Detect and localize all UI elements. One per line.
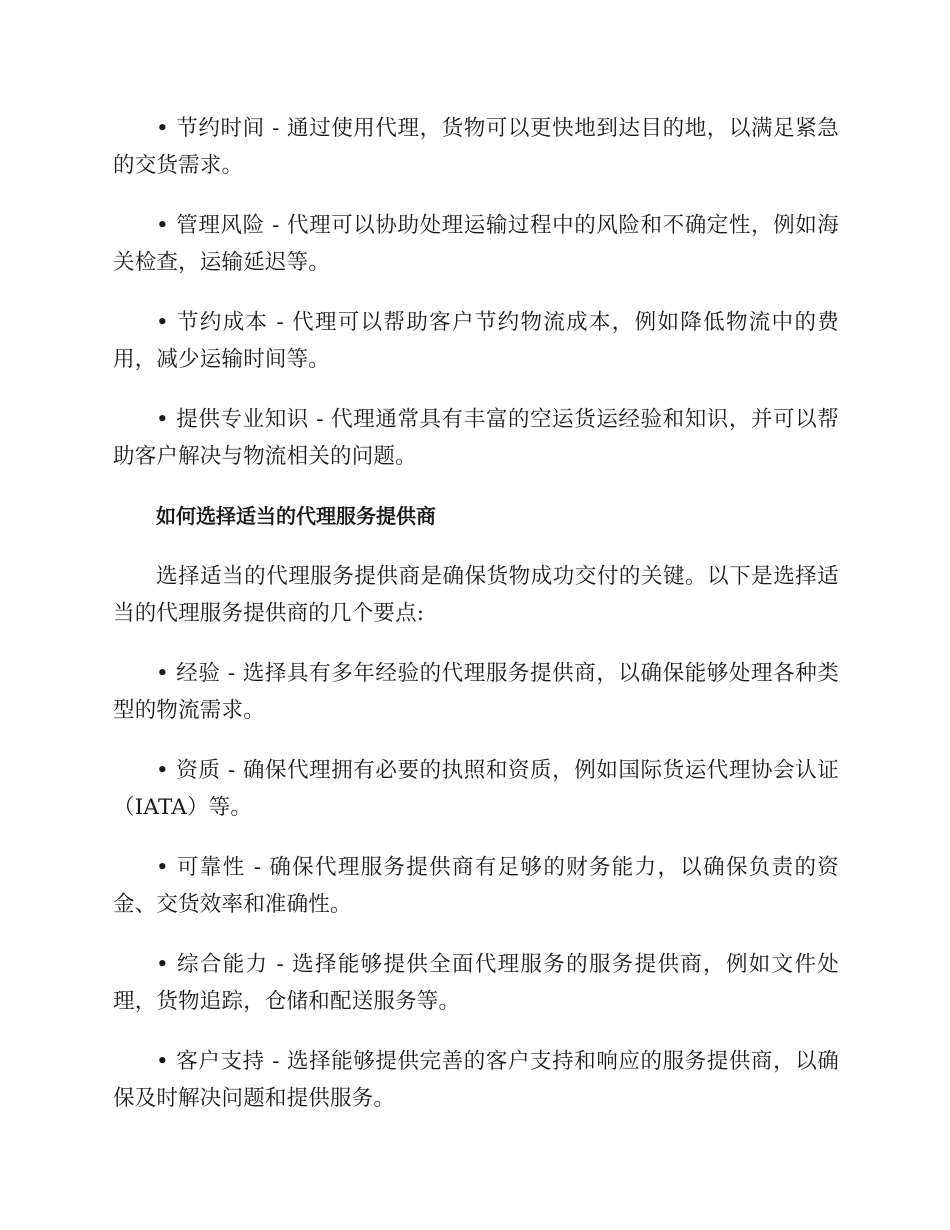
intro-paragraph: 选择适当的代理服务提供商是确保货物成功交付的关键。以下是选择适当的代理服务提供商的几个要点: — [113, 564, 839, 626]
document-page — [113, 110, 839, 1140]
bullet-save-time: • 节约时间 - 通过使用代理，货物可以更快地到达目的地，以满足紧急的交货需求。 — [113, 116, 839, 178]
bullet-manage-risk: • 管理风险 - 代理可以协助处理运输过程中的风险和不确定性，例如海关检查，运输延迟等。 — [113, 213, 839, 275]
bullet-experience: • 经验 - 选择具有多年经验的代理服务提供商，以确保能够处理各种类型的物流需求。 — [113, 661, 839, 723]
bullet-support: • 客户支持 - 选择能够提供完善的客户支持和响应的服务提供商，以确保及时解决问题和提供服务。 — [113, 1049, 839, 1111]
bullet-expertise: • 提供专业知识 - 代理通常具有丰富的空运货运经验和知识，并可以帮助客户解决与物流相关的问题。 — [113, 407, 839, 469]
bullet-capability: • 综合能力 - 选择能够提供全面代理服务的服务提供商，例如文件处理，货物追踪，仓储和配送服务等。 — [113, 952, 839, 1014]
bullet-save-cost: • 节约成本 - 代理可以帮助客户节约物流成本，例如降低物流中的费用，减少运输时间等。 — [113, 310, 839, 372]
section-heading: 如何选择适当的代理服务提供商 — [156, 504, 436, 528]
bullet-qualification: • 资质 - 确保代理拥有必要的执照和资质，例如国际货运代理协会认证（IATA）等。 — [113, 758, 839, 820]
bullet-reliability: • 可靠性 - 确保代理服务提供商有足够的财务能力，以确保负责的资金、交货效率和准确性。 — [113, 855, 839, 917]
